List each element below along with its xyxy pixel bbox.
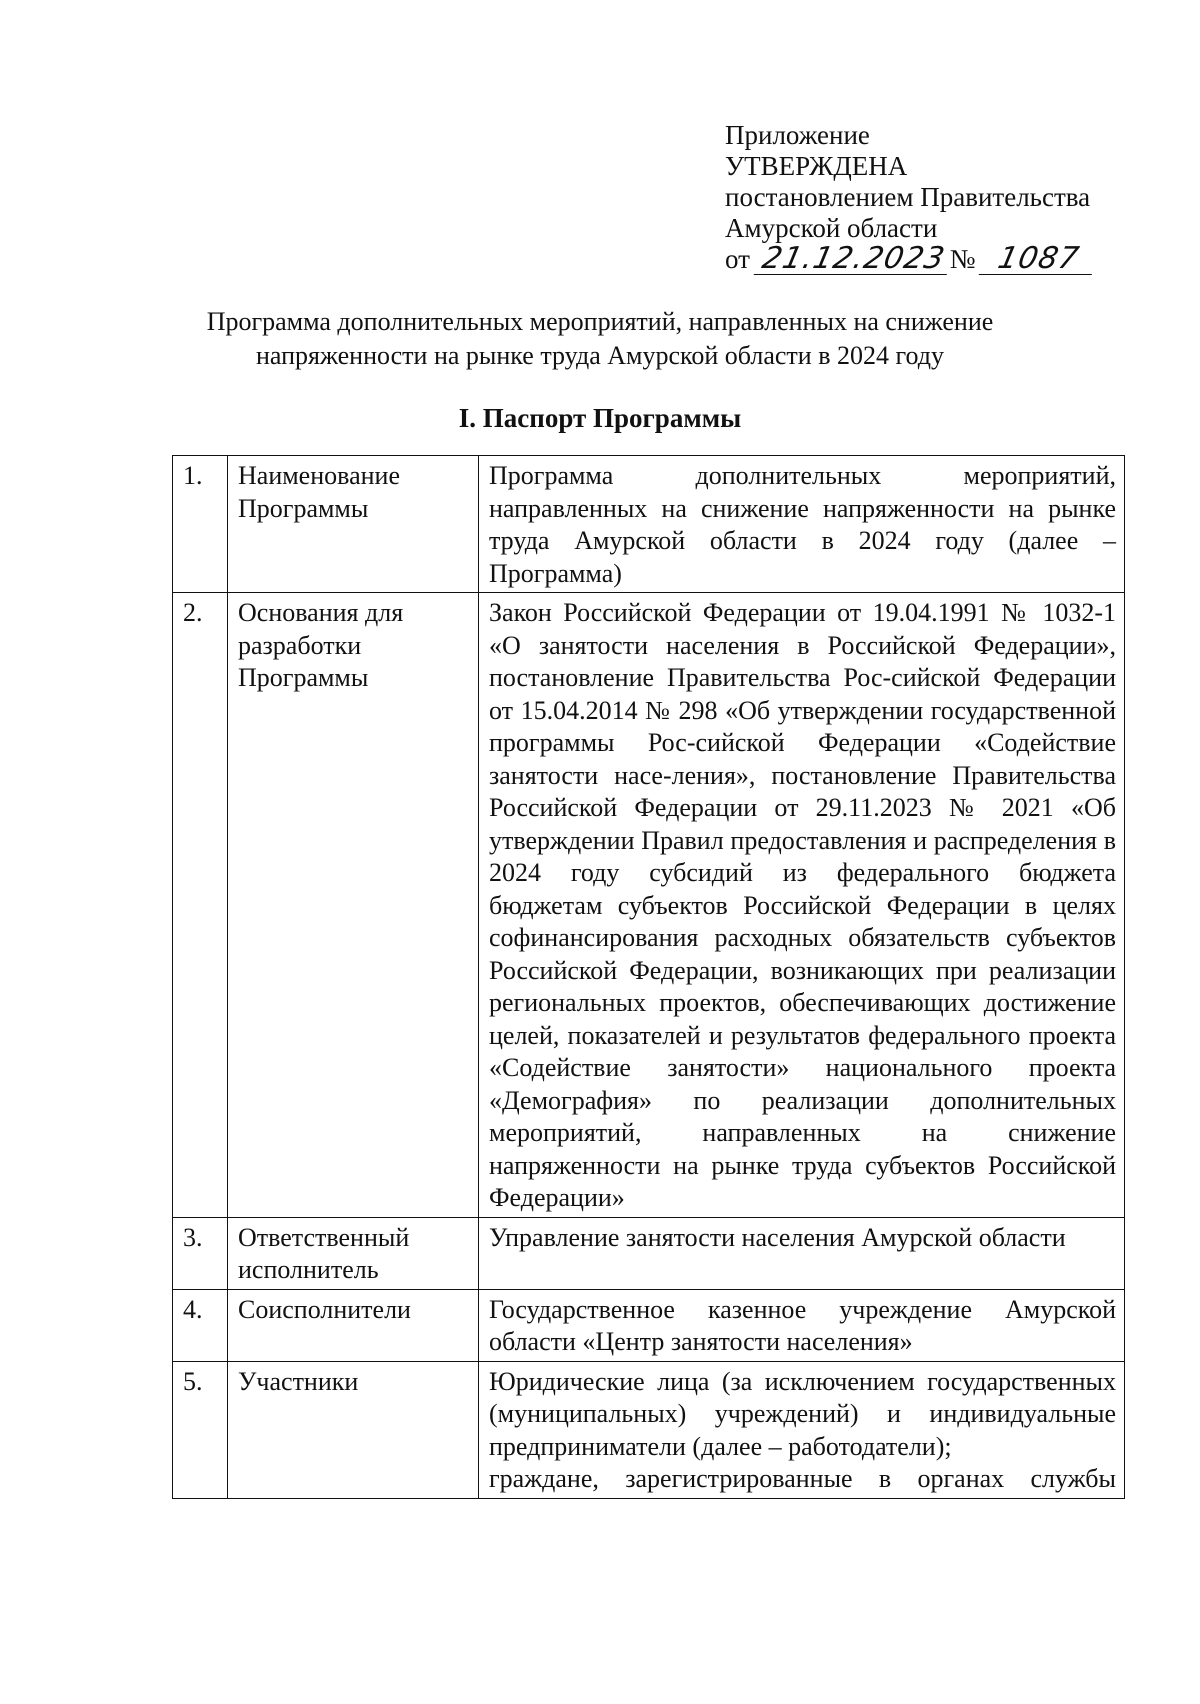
row-name: Соисполнители — [228, 1289, 479, 1361]
table-row — [173, 593, 1125, 1218]
row-number: 5. — [173, 1361, 228, 1498]
participants-paragraph-2: граждане, зарегистрированные в органах службы — [489, 1464, 1116, 1493]
approval-block — [725, 120, 1095, 275]
approval-region: Амурской области — [725, 213, 938, 243]
passport-table — [172, 455, 1125, 1499]
date-prefix: от — [725, 244, 750, 274]
row-content: Управление занятости населения Амурской области — [479, 1217, 1125, 1289]
row-content — [479, 1361, 1125, 1498]
row-name: Ответственный исполнитель — [228, 1217, 479, 1289]
row-content: Программа дополнительных мероприятий, направленных на снижение напряженности на рынке труда Амурской области в 2024 году (далее – Программа) — [479, 456, 1125, 593]
approval-appendix: Приложение — [725, 120, 870, 150]
handwritten-date: 21.12.2023 — [753, 244, 953, 275]
program-title-line-1: Программа дополнительных мероприятий, направленных на снижение — [206, 307, 994, 336]
approval-by-resolution: постановлением Правительства — [725, 182, 1091, 212]
number-prefix: № — [949, 244, 976, 274]
program-title — [150, 305, 1050, 373]
row-content: Закон Российской Федерации от 19.04.1991 № 1032-1 «О занятости населения в Российской Федерации», постановление Правительства Рос-сийской Федерации от 15.04.2014 № 298 «Об утверждении государственной программы Рос-сийской Федерации «Содействие занятости насе-ления», постановление Правительства Российской Федерации от 29.11.2023 № 2021 «Об утверждении Правил предоставления и распределения в 2024 году субсидий из федерального бюджета бюджетам субъектов Российской Федерации в целях софинансирования расходных обязательств субъектов Российской Федерации, возникающих при реализации региональных проектов, обеспечивающих достижение целей, показателей и результатов федерального проекта «Содействие занятости» национального проекта «Демография» по реализации дополнительных мероприятий, направленных на снижение напряженности на рынке труда субъектов Российской Федерации» — [479, 593, 1125, 1218]
section-title: I. Паспорт Программы — [458, 403, 742, 433]
row-name: Участники — [228, 1361, 479, 1498]
row-content: Государственное казенное учреждение Амурской области «Центр занятости населения» — [479, 1289, 1125, 1361]
row-content-clip — [489, 1366, 1116, 1496]
participants-paragraph-1: Юридические лица (за исключением государственных (муниципальных) учреждений) и индивидуальные предприниматели (далее – работодатели); — [489, 1366, 1116, 1461]
row-name: Наименование Программы — [228, 456, 479, 593]
table-row — [173, 456, 1125, 593]
table-row — [173, 1289, 1125, 1361]
approval-date-line — [725, 241, 1095, 276]
row-number: 1. — [173, 456, 228, 593]
row-number: 2. — [173, 593, 228, 1218]
row-name: Основания для разработки Программы — [228, 593, 479, 1218]
approval-approved: УТВЕРЖДЕНА — [725, 151, 908, 181]
table-row — [173, 1217, 1125, 1289]
table-row — [173, 1361, 1125, 1498]
handwritten-number: 1087 — [979, 244, 1099, 275]
row-number: 4. — [173, 1289, 228, 1361]
program-title-line-2: напряженности на рынке труда Амурской области в 2024 году — [256, 341, 944, 370]
row-number: 3. — [173, 1217, 228, 1289]
